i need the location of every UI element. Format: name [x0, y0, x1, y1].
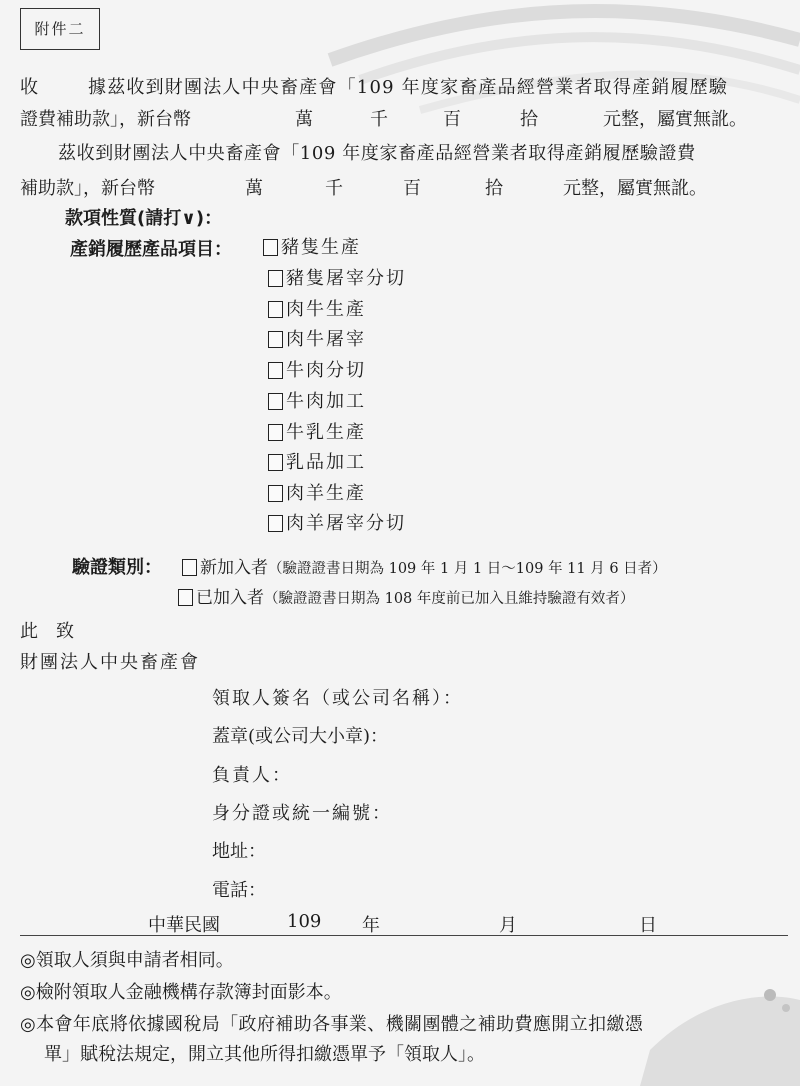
checkbox[interactable] — [268, 424, 283, 441]
product-item[interactable]: 肉羊屠宰分切 — [268, 509, 406, 535]
verification-option-existing[interactable]: 已加入者（驗證證書日期為 108 年度前已加入且維持驗證有效者） — [178, 583, 634, 608]
note-3-continued: 單」賦稅法規定，開立其他所得扣繳憑單予「領取人」。 — [44, 1044, 485, 1065]
checkbox[interactable] — [182, 559, 197, 576]
receipt-upper-line1: 據茲收到財團法人中央畜產會「109 年度家畜產品經營業者取得產銷履歷驗 — [88, 77, 729, 98]
verification-option-new[interactable]: 新加入者（驗證證書日期為 109 年 1 月 1 日～109 年 11 月 6 日者） — [182, 553, 667, 578]
product-item[interactable]: 豬隻生產 — [263, 233, 361, 259]
checkbox[interactable] — [268, 485, 283, 502]
receipt-upper-unit-yuan: 元整，屬實無訛。 — [603, 109, 747, 130]
signature-field-id: 身分證或統一編號： — [212, 803, 392, 824]
receipt-lower-unit-bai: 百 — [403, 178, 421, 199]
date-year: 109 — [287, 911, 322, 932]
receipt-label: 收 — [20, 77, 38, 98]
receipt-lower-unit-wan: 萬 — [245, 178, 263, 199]
date-prefix: 中華民國 — [148, 915, 220, 936]
checkbox[interactable] — [268, 301, 283, 318]
receipt-upper-line2-prefix: 證費補助款」，新台幣 — [20, 109, 191, 130]
note-1: ◎領取人須與申請者相同。 — [20, 950, 234, 971]
date-year-unit: 年 — [362, 915, 380, 936]
product-item[interactable]: 豬隻屠宰分切 — [268, 264, 406, 290]
date-day-unit: 日 — [639, 915, 657, 936]
product-item[interactable]: 牛肉分切 — [268, 356, 366, 382]
signature-field-name: 領取人簽名（或公司名稱）： — [212, 688, 463, 709]
receipt-lower-unit-qian: 千 — [325, 178, 343, 199]
checkbox[interactable] — [268, 331, 283, 348]
receipt-upper-unit-qian: 千 — [370, 109, 388, 130]
verification-label: 驗證類別： — [72, 557, 162, 578]
product-item[interactable]: 牛乳生產 — [268, 418, 366, 444]
receipt-lower-unit-shi: 拾 — [485, 178, 503, 199]
receipt-lower-line1: 茲收到財團法人中央畜產會「109 年度家畜產品經營業者取得產銷履歷驗證費 — [58, 143, 696, 164]
receipt-lower-line2-prefix: 補助款」，新台幣 — [20, 178, 155, 199]
checkbox[interactable] — [263, 239, 278, 256]
receipt-upper-unit-wan: 萬 — [295, 109, 313, 130]
checkbox[interactable] — [268, 270, 283, 287]
product-items-label: 產銷履歷產品項目： — [70, 239, 232, 260]
receipt-upper-unit-shi: 拾 — [520, 109, 538, 130]
signature-field-seal: 蓋章(或公司大小章)： — [212, 726, 389, 747]
receipt-upper-unit-bai: 百 — [443, 109, 461, 130]
date-month-unit: 月 — [499, 915, 517, 936]
signature-field-responsible: 負責人： — [212, 765, 292, 786]
checkbox[interactable] — [268, 362, 283, 379]
salutation: 此 致 — [20, 621, 74, 642]
attachment-label: 附件二 — [20, 8, 100, 50]
product-item[interactable]: 肉牛生產 — [268, 295, 366, 321]
note-2: ◎檢附領取人金融機構存款簿封面影本。 — [20, 982, 342, 1003]
signature-field-phone: 電話： — [212, 880, 266, 901]
note-3: ◎本會年底將依據國稅局「政府補助各事業、機關團體之補助費應開立扣繳憑 — [20, 1014, 644, 1035]
product-item[interactable]: 肉羊生產 — [268, 479, 366, 505]
recipient-org: 財團法人中央畜產會 — [20, 652, 200, 673]
signature-field-address: 地址： — [212, 841, 266, 862]
checkbox[interactable] — [268, 454, 283, 471]
checkbox[interactable] — [268, 515, 283, 532]
product-item[interactable]: 肉牛屠宰 — [268, 325, 366, 351]
receipt-lower-unit-yuan: 元整，屬實無訛。 — [563, 178, 707, 199]
product-item[interactable]: 牛肉加工 — [268, 387, 366, 413]
product-item[interactable]: 乳品加工 — [268, 448, 366, 474]
payment-nature-label: 款項性質(請打∨)： — [65, 208, 223, 229]
checkbox[interactable] — [178, 589, 193, 606]
divider-line — [20, 935, 788, 936]
checkbox[interactable] — [268, 393, 283, 410]
